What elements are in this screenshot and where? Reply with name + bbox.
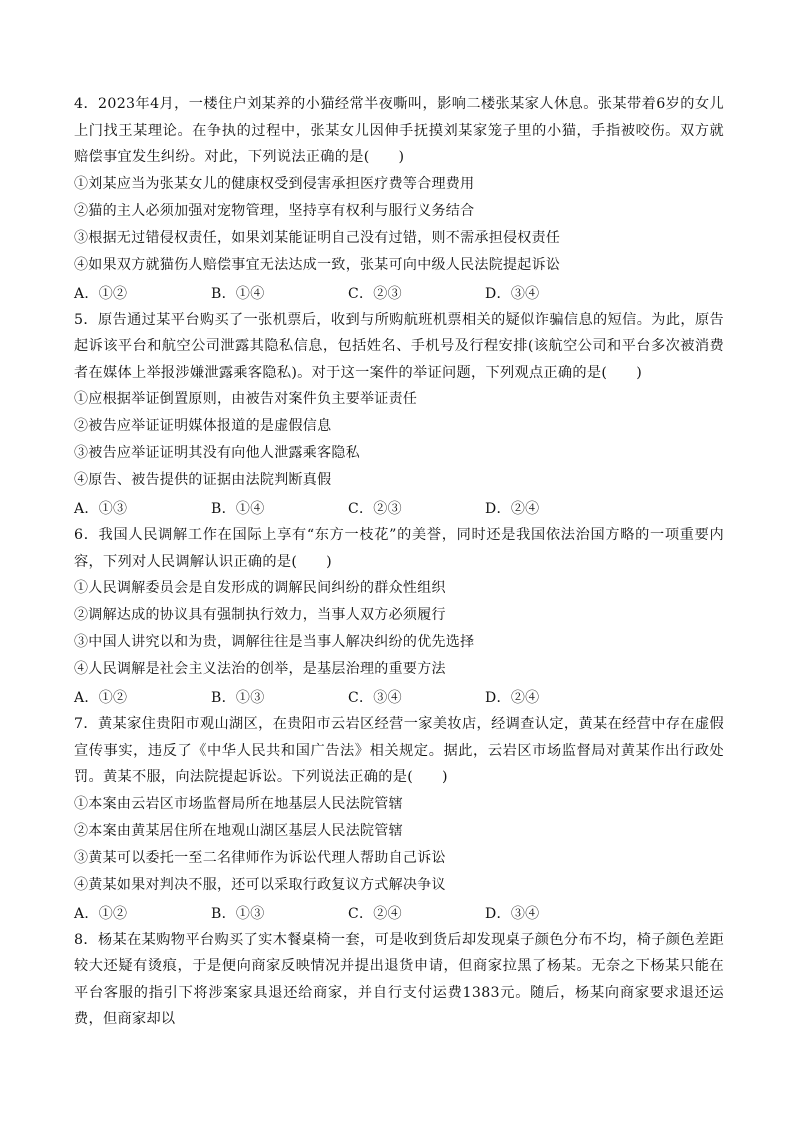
- statement-item: ①本案由云岩区市场监督局所在地基层人民法院管辖: [74, 795, 403, 812]
- statement-item: ③被告应举证证明其没有向他人泄露乘客隐私: [74, 445, 360, 461]
- statement-item: ④原告、被告提供的证据由法院判断真假: [74, 472, 332, 488]
- option-c[interactable]: C．③④: [348, 690, 402, 706]
- question-stem: 6．我国人民调解工作在国际上享有“东方一枝花”的美誉，同时还是我国依法治国方略的一项重要内容，下列对人民调解认识正确的是( ): [74, 527, 724, 570]
- option-a[interactable]: A．①③: [74, 501, 128, 517]
- option-a[interactable]: A．①②: [74, 690, 128, 706]
- statement-item: ④黄某如果对判决不服，还可以采取行政复议方式解决争议: [74, 876, 446, 893]
- question-stem: 4．2023年4月，一楼住户刘某养的小猫经常半夜嘶叫，影响二楼张某家人休息。张某带着6岁的女儿上门找王某理论。在争执的过程中，张某女儿因伸手抚摸刘某家笼子里的小猫，手指被咬伤。双方就赔偿事宜发生纠纷。对此，下列说法正确的是( ): [74, 96, 724, 165]
- statement-item: ④如果双方就猫伤人赔偿事宜无法达成一致，张某可向中级人民法院提起诉讼: [74, 256, 561, 273]
- exam-page: [74, 91, 724, 1033]
- option-b[interactable]: B．①③: [211, 690, 265, 706]
- question-8: [74, 927, 724, 1033]
- question-stem: 7．黄某家住贵阳市观山湖区，在贵阳市云岩区经营一家美妆店，经调查认定，黄某在经营中存在虚假宣传事实，违反了《中华人民共和国广告法》相关规定。据此，云岩区市场监督局对黄某作出行政处罚。黄某不服，向法院提起诉讼。下列说法正确的是( ): [74, 716, 724, 785]
- statement-item: ②猫的主人必须加强对宠物管理，坚持享有权利与服行义务结合: [74, 202, 475, 219]
- option-b[interactable]: B．①③: [211, 905, 265, 922]
- statement-item: ①应根据举证倒置原则，由被告对案件负主要举证责任: [74, 391, 418, 407]
- question-5: [74, 307, 724, 523]
- answer-options: [74, 494, 724, 522]
- option-b[interactable]: B．①④: [211, 501, 265, 517]
- statement-item: ③根据无过错侵权责任，如果刘某能证明自己没有过错，则不需承担侵权责任: [74, 229, 561, 246]
- statement-item: ①刘某应当为张某女儿的健康权受到侵害承担医疗费等合理费用: [74, 175, 475, 192]
- statement-item: ②调解达成的协议具有强制执行效力，当事人双方必须履行: [74, 607, 446, 623]
- statement-item: ②被告应举证证明媒体报道的是虚假信息: [74, 418, 332, 434]
- answer-options: [74, 899, 724, 927]
- answer-options: [74, 683, 724, 711]
- option-b[interactable]: B．①④: [211, 285, 265, 302]
- question-stem: 5．原告通过某平台购买了一张机票后，收到与所购航班机票相关的疑似诈骗信息的短信。为此，原告起诉该平台和航空公司泄露其隐私信息，包括姓名、手机号及行程安排(该航空公司和平台多次被消费者在媒体上举报涉嫌泄露乘客隐私)。对于这一案件的举证问题，下列观点正确的是( ): [74, 311, 724, 381]
- option-d[interactable]: D．③④: [485, 285, 540, 302]
- option-a[interactable]: A．①②: [74, 285, 128, 302]
- question-4: [74, 91, 724, 307]
- statement-item: ④人民调解是社会主义法治的创举，是基层治理的重要方法: [74, 661, 446, 677]
- question-7: [74, 711, 724, 927]
- statement-item: ②本案由黄某居住所在地观山湖区基层人民法院管辖: [74, 822, 403, 839]
- question-stem: 8．杨某在某购物平台购买了实木餐桌椅一套，可是收到货后却发现桌子颜色分布不均，椅子颜色差距较大还疑有烫痕，于是便向商家反映情况并提出退货申请，但商家拉黑了杨某。无奈之下杨某只能在平台客服的指引下将涉案家具退还给商家，并自行支付运费1383元。随后，杨某向商家要求退还运费，但商家却以: [74, 931, 724, 1027]
- option-c[interactable]: C．②④: [348, 905, 402, 922]
- statement-item: ①人民调解委员会是自发形成的调解民间纠纷的群众性组织: [74, 580, 446, 596]
- option-a[interactable]: A．①②: [74, 905, 128, 922]
- option-d[interactable]: D．②④: [485, 690, 540, 706]
- question-6: [74, 522, 724, 711]
- option-d[interactable]: D．③④: [485, 905, 540, 922]
- option-d[interactable]: D．②④: [485, 501, 540, 517]
- statement-item: ③黄某可以委托一至二名律师作为诉讼代理人帮助自己诉讼: [74, 849, 446, 866]
- option-c[interactable]: C．②③: [348, 285, 402, 302]
- answer-options: [74, 279, 724, 307]
- option-c[interactable]: C．②③: [348, 501, 402, 517]
- statement-item: ③中国人讲究以和为贵，调解往往是当事人解决纠纷的优先选择: [74, 634, 475, 650]
